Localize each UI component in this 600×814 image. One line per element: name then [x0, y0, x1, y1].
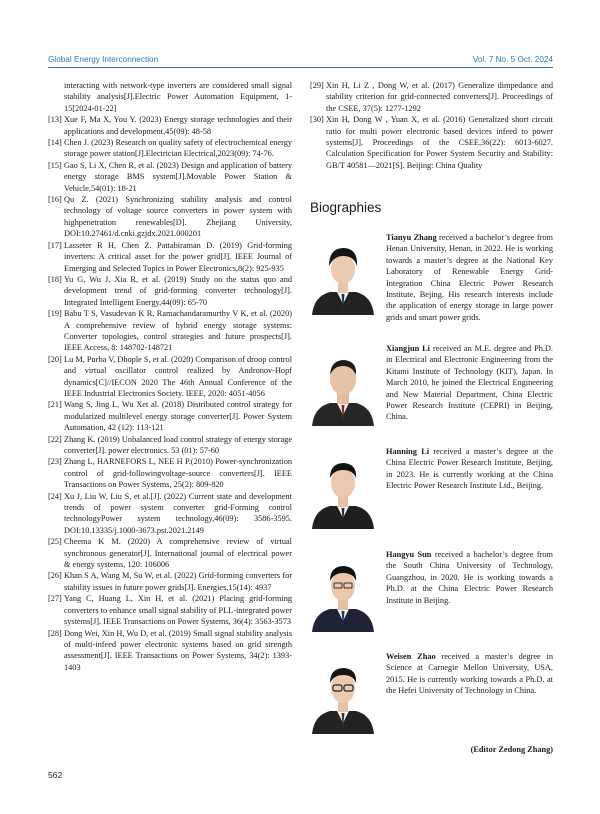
author-photo [310, 448, 376, 529]
reference-21: [21] Wang S, Jing L, Wu Xet al. (2018) Distributed control strategy for modularized multilevel energy storage converter[J]. Power System Automation, 42 (12): 113-121 [48, 400, 292, 433]
reference-26: [26] Khan S A, Wang M, Su W, et al. (2022) Grid-forming converters for stability issues in future power grids[J]. Energies,15(14): 4937 [48, 571, 292, 592]
reference-16: [16] Qu Z. (2021) Synchronizing stability analysis and control technology of voltage source converters in power system with highpenetration renewables[D]. Zhejiang University, DOI:10.27461/d.cnki.gzjdx.2021.000201 [48, 195, 292, 239]
reference-13: [13] Xue F, Ma X, You Y. (2023) Energy storage technologies and their applications and development,45(09): 48-58 [48, 115, 292, 136]
reference-30: [30] Xin H, Dong W , Yuan X, et al. (2016) Generalized short circuit ratio for multi power electronic based devices infeed to power systems[J]. Proceedings of the CSEE,36(22): 6013-6027. Calculation Specification for Power System Security and Stability: GB/T 40581—2021[S]. Beijing: China Quality [310, 115, 553, 170]
biography-text: Xiangjun Li received an M.E. degree and Ph.D. in Electrical and Electronic Engineering from the Kitami Institute of Technology (KIT), Japan. In March 2010, he joined the Electrical Engineering and New Material Department, China Electric Power Research Institute (CEPRI) in Beijing, China. [386, 344, 553, 422]
references-left-column [48, 80, 292, 673]
reference-29: [29] Xin H, Li Z , Dong W, et al. (2017) Generalize dimpedance and stability criterion for grid-connected converters[J]. Proceedings of the CSEE, 37(5): 1277-1292 [310, 81, 553, 113]
reference-14: [14] Chen J. (2023) Research on quality safety of electrochemical energy storage power station[J].Electrician Electrical,2023(09): 74-76. [48, 138, 292, 159]
reference-continuation: interacting with network-type inverters are considered small signal stability analysis[J].Electric Power Automation Equipment, 1-15[2024-01-22] [64, 81, 292, 113]
reference-15: [15] Gao S, Li X, Chen R, et al. (2023) Design and application of battery energy storage BMS system[J].Movable Power Station & Vehicle,54(01): 18-21 [48, 160, 292, 193]
reference-19: [19] Babu T S, Vasudevan K R, Ramachandaramurthy V K, et al. (2020) A comprehensive review of hybrid energy storage systems: Converter topologies, control strategies and future prospects[J]. IEEE Access, 8: 148702-148721 [48, 309, 292, 353]
header-divider [48, 67, 553, 68]
reference-28: [28] Dong Wei, Xin H, Wu D, et al. (2019) Small signal stability analysis of multi-infeed power electronic systems based on grid strength assessment[J]. IEEE Transactions on Power Systems, 34(2): 1393-1403 [48, 628, 292, 672]
reference-23: [23] Zhang L, HARNEFORS L, NEE H P.(2010) Power-synchronization control of grid-followingvoltage-source converters[J]. IEEE Transactions on Power Systems, 25(2): 809-820 [48, 457, 292, 490]
biography-text: Weisen Zhao received a master’s degree in Science at Carnegie Mellon University, USA, 2015. He is currently working towards a Ph.D. at the Hefei University of Technology in China. [386, 652, 554, 696]
references-right-column [310, 80, 553, 171]
biography-text: Hanning Li received a master’s degree at the China Electric Power Research Institute, Beijing, in 2023. He is currently working at the China Electric Power Research Institute Ltd., Beijing. [386, 447, 554, 491]
author-photo [310, 345, 376, 426]
issue-info: Vol. 7 No. 5 Oct. 2024 [472, 55, 553, 64]
biography-text: Tianyu Zhang received a bachelor’s degree from Henan University, Henan, in 2022. He is working towards a master’s degree at the National Key Laboratory of Renewable Energy Grid-Integration China Electric Power Research Institute, Bejing. His research interests include the application of energy storage in large power grids and smart power grids. [386, 233, 553, 322]
reference-24: [24] Xu J, Liu W, Liu S, et al.[J]. (2022) Current state and development trends of power system converter grid-Forming control technologyPower system technology,46(09): 3586-3595. DOI:10.13335/j.1000-3673.pst.2021.2149 [48, 491, 292, 535]
reference-17: [17] Lasseter R H, Chen Z. Pattabiraman D. (2019) Grid-forming inverters: A critical asset for the power grid[J]. IEEE Journal of Emerging and Selected Topics in Power Electronics,8(2): 925-935 [48, 240, 292, 273]
biographies-heading: Biographies [310, 200, 382, 215]
biography-text: Hangyu Sun received a bachelor’s degree from the South China University of Technology, Guangzhou, in 2020. He is working towards a Ph.D. at the China Electric Power Research Institute in Beijing. [386, 550, 553, 605]
journal-name: Global Energy Interconnection [48, 55, 159, 64]
author-photo [310, 653, 376, 734]
reference-27: [27] Yang C, Huang L, Xin H, et al. (2021) Placing grid-forming converters to enhance small signal stability of PLL-integrated power systems[J]. IEEE Transactions on Power Systems, 36(4): 3563-3573 [48, 594, 292, 627]
author-photo [310, 234, 376, 315]
editor-credit: (Editor Zedong Zhang) [470, 745, 553, 754]
reference-20: [20] Lu M, Purba V, Dhople S, et al. (2020) Comparison of droop control and virtual oscillator control realized by Andronov-Hopf dynamics[C]//IECON 2020 The 46th Annual Conference of the IEEE Industrial Electronics Society. IEEE, 2020: 4051-4056 [48, 354, 292, 398]
reference-18: [18] Yu G, Wu J, Xia R, et al. (2019) Study on the status quo and development trend of grid-forming converter technology[J]. Integrated Intelligent Energy,44(09): 65-70 [48, 274, 292, 307]
page-number: 562 [48, 770, 63, 780]
reference-25: [25] Cheema K M. (2020) A comprehensive review of virtual synchronous generator[J]. International journal of electrical power & energy systems, 120: 106006 [48, 537, 292, 570]
author-photo [310, 551, 376, 632]
reference-22: [22] Zhang K. (2019) Unbalanced load control strategy of energy storage converter[J]. power electronics. 53 (01): 57-60 [48, 434, 292, 455]
